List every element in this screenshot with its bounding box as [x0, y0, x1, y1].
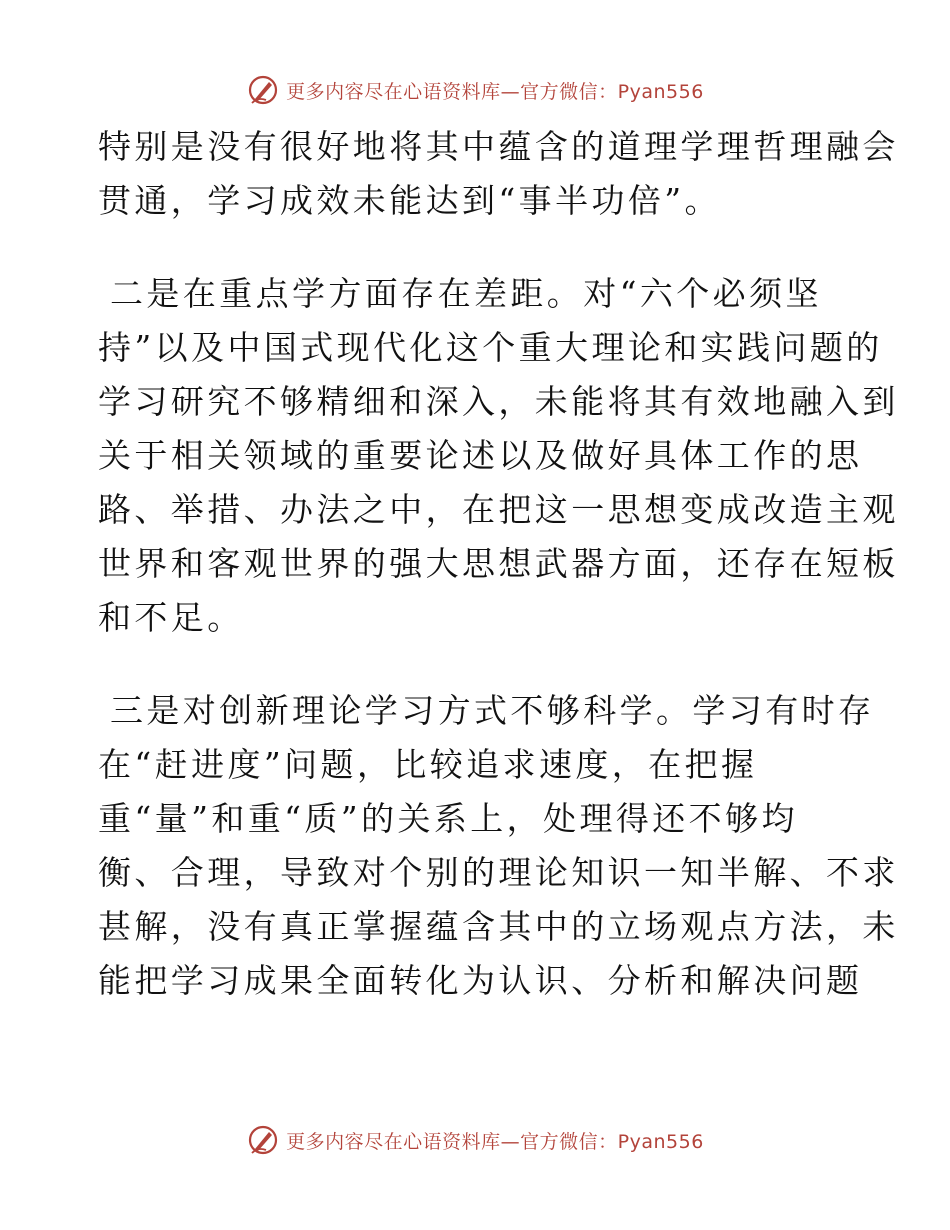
quill-logo-icon — [246, 73, 280, 107]
paragraph-2 — [98, 267, 899, 645]
text-line: 甚解，没有真正掌握蕴含其中的立场观点方法，未 — [98, 907, 899, 946]
header-watermark — [0, 70, 950, 110]
text-line: 学习研究不够精细和深入，未能将其有效地融入到 — [98, 382, 899, 421]
paragraph-3 — [98, 684, 899, 1008]
text-line: 特别是没有很好地将其中蕴含的道理学理哲理融会 — [98, 127, 899, 166]
text-line: 重“量”和重“质”的关系上，处理得还不够均 — [98, 799, 798, 838]
quill-logo-icon — [246, 1123, 280, 1157]
text-line: 世界和客观世界的强大思想武器方面，还存在短板 — [98, 544, 899, 583]
watermark-text: 更多内容尽在心语资料库—官方微信：Pyan556 — [286, 80, 704, 103]
text-line: 在“赶进度”问题，比较追求速度，在把握 — [98, 745, 758, 784]
text-line: 路、举措、办法之中，在把这一思想变成改造主观 — [98, 490, 899, 529]
text-line: 贯通，学习成效未能达到“事半功倍”。 — [98, 181, 721, 220]
paragraph-1 — [98, 120, 899, 228]
text-line: 关于相关领域的重要论述以及做好具体工作的思 — [98, 436, 863, 475]
text-line: 二是在重点学方面存在差距。对“六个必须坚 — [110, 274, 822, 313]
text-line: 持”以及中国式现代化这个重大理论和实践问题的 — [98, 328, 883, 367]
watermark-text: 更多内容尽在心语资料库—官方微信：Pyan556 — [286, 1130, 704, 1153]
text-line: 三是对创新理论学习方式不够科学。学习有时存 — [110, 691, 875, 730]
document-body — [98, 120, 899, 1008]
text-line: 衡、合理，导致对个别的理论知识一知半解、不求 — [98, 853, 899, 892]
text-line: 能把学习成果全面转化为认识、分析和解决问题 — [98, 961, 863, 1000]
footer-watermark — [0, 1120, 950, 1160]
text-line: 和不足。 — [98, 598, 244, 637]
